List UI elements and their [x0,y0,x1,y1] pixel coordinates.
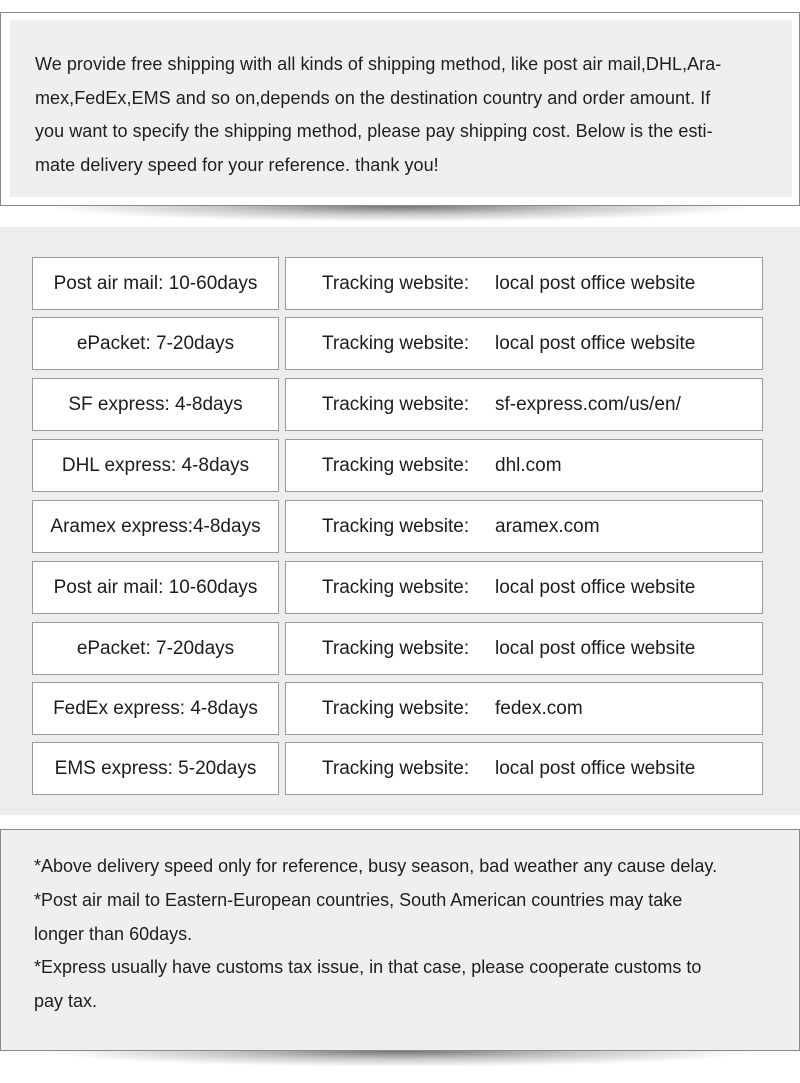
tracking-label: Tracking website: [322,454,470,476]
tracking-label: Tracking website: [322,697,470,719]
intro-line: mate delivery speed for your reference. thank you! [35,154,439,175]
intro-box [0,12,800,206]
tracking-website: aramex.com [495,515,600,537]
tracking-cell [285,317,763,370]
tracking-label: Tracking website: [322,576,470,598]
table-row [32,682,763,735]
note-line: *Express usually have customs tax issue, in that case, please cooperate customs to [34,957,702,978]
shipping-method-cell: ePacket: 7-20days [32,317,279,370]
tracking-cell [285,257,763,310]
tracking-website: local post office website [495,576,696,598]
intro-line: you want to specify the shipping method, please pay shipping cost. Below is the esti- [35,121,713,141]
shipping-method-cell: FedEx express: 4-8days [32,682,279,735]
intro-line: We provide free shipping with all kinds of shipping method, like post air mail,DHL,Ara- [35,54,722,74]
table-row [32,257,763,310]
shipping-method-cell: ePacket: 7-20days [32,622,279,675]
tracking-cell [285,500,763,553]
tracking-label: Tracking website: [322,272,470,294]
table-row [32,742,763,795]
shipping-method-cell: DHL express: 4-8days [32,439,279,492]
intro-line: mex,FedEx,EMS and so on,depends on the destination country and order amount. If [35,87,711,108]
tracking-label: Tracking website: [322,332,470,354]
tracking-website: sf-express.com/us/en/ [495,393,681,415]
intro-inner [10,20,792,197]
tracking-website: local post office website [495,757,696,779]
note-line: longer than 60days. [34,923,193,944]
table-row [32,439,763,492]
tracking-label: Tracking website: [322,757,470,779]
tracking-cell [285,622,763,675]
table-row [32,500,763,553]
tracking-cell [285,682,763,735]
note-line: *Post air mail to Eastern-European countries, South American countries may take [34,889,683,910]
table-row [32,561,763,614]
tracking-website: local post office website [495,272,696,294]
tracking-label: Tracking website: [322,515,470,537]
shipping-method-cell: Aramex express:4-8days [32,500,279,553]
tracking-website: fedex.com [495,697,583,719]
table-row [32,622,763,675]
shipping-method-cell: Post air mail: 10-60days [32,257,279,310]
tracking-cell [285,742,763,795]
table-row [32,378,763,431]
tracking-label: Tracking website: [322,393,470,415]
shipping-method-cell: SF express: 4-8days [32,378,279,431]
intro-text [35,48,766,182]
shipping-table [0,227,800,815]
tracking-cell [285,439,763,492]
tracking-website: dhl.com [495,454,562,476]
table-row [32,317,763,370]
tracking-label: Tracking website: [322,637,470,659]
tracking-website: local post office website [495,637,696,659]
tracking-website: local post office website [495,332,696,354]
tracking-cell [285,561,763,614]
tracking-cell [285,378,763,431]
shipping-method-cell: EMS express: 5-20days [32,742,279,795]
note-line: pay tax. [34,991,98,1012]
intro-shadow [40,206,760,222]
shipping-method-cell: Post air mail: 10-60days [32,561,279,614]
notes-shadow [40,1051,760,1067]
note-line: *Above delivery speed only for reference, busy season, bad weather any cause delay. [34,856,718,876]
notes-box [0,829,800,1051]
